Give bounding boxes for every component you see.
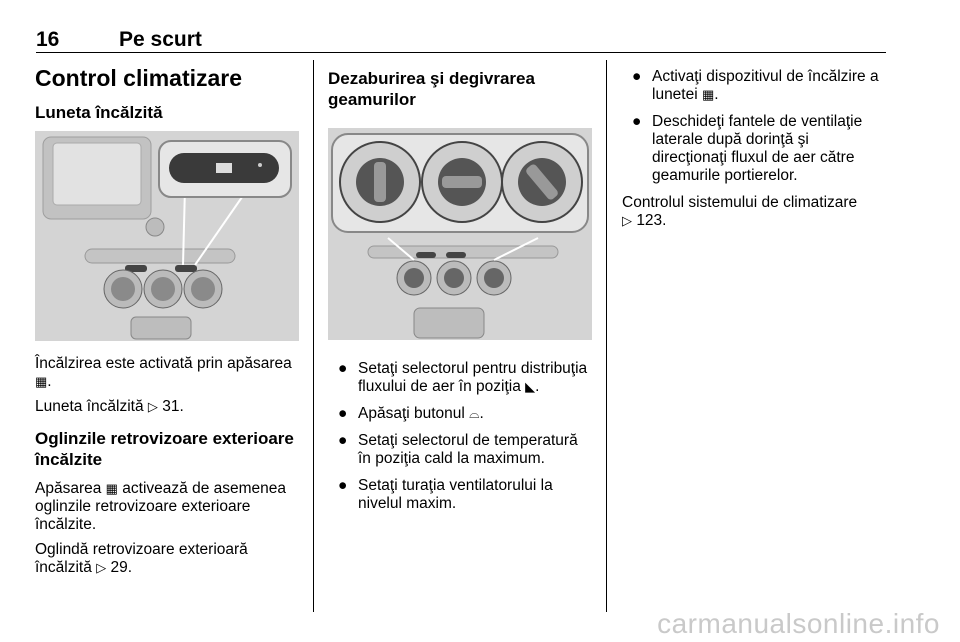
paragraph: Luneta încălzită ▷ 31. xyxy=(35,398,184,415)
column-right xyxy=(622,58,887,237)
paragraph: Apăsarea ▦ activează de asemenea oglinzile retrovizoare exterioare încălzite. xyxy=(35,480,286,533)
page-reference-arrow-icon: ▷ xyxy=(622,213,632,228)
column-divider xyxy=(606,60,607,612)
watermark: carmanualsonline.info xyxy=(657,608,940,639)
list-item: ● Apăsaţi butonul ⌓. xyxy=(338,405,484,422)
rear-window-heating-illustration xyxy=(35,131,299,341)
page-title: Control climatizare xyxy=(35,65,243,91)
list-item: ● Deschideţi fantele de ventilaţie laterale după dorinţă şi direcţionaţi fluxul de aer către geamurile portierelor. xyxy=(632,113,863,184)
list-item: ● Setaţi selectorul de temperatură în poziţia cald la maximum. xyxy=(338,432,578,467)
section-heading: Dezaburirea şi degivrarea geamurilor xyxy=(328,69,535,109)
paragraph: Controlul sistemului de climatizare ▷ 123. xyxy=(622,194,858,229)
list-item: ● Setaţi turaţia ventilatorului la nivelul maxim. xyxy=(338,477,553,512)
subtitle-heated-mirrors: Oglinzile retrovizoare exterioare încălzite xyxy=(35,429,294,469)
page-reference-arrow-icon: ▷ xyxy=(96,560,107,575)
paragraph: Oglindă retrovizoare exterioară încălzită ▷ 29. xyxy=(35,541,248,576)
bullet-list xyxy=(328,360,593,513)
rear-window-heating-icon: ▦ xyxy=(105,481,118,496)
bullet-list xyxy=(622,68,887,185)
page-header xyxy=(36,28,886,53)
page-reference-arrow-icon: ▷ xyxy=(147,399,158,414)
page-number: 16 xyxy=(36,28,60,51)
list-item: ● Activaţi dispozitivul de încălzire a lunetei ▦. xyxy=(632,68,879,103)
section-title: Pe scurt xyxy=(119,28,202,51)
subtitle-rear-window: Luneta încălzită xyxy=(35,103,163,122)
rear-window-heating-icon: ▦ xyxy=(35,374,48,389)
climate-controls-illustration xyxy=(328,128,592,340)
paragraph: Încălzirea este activată prin apăsarea ▦. xyxy=(35,355,292,390)
column-left xyxy=(35,58,303,584)
air-distribution-windscreen-icon: ◣ xyxy=(525,379,536,394)
list-item: ● Setaţi selectorul pentru distribuţia fluxului de aer în poziţia ◣. xyxy=(338,360,588,395)
windscreen-defrost-icon: ⌓ xyxy=(469,406,480,421)
column-divider xyxy=(313,60,314,612)
column-middle xyxy=(328,58,593,522)
rear-window-heating-icon: ▦ xyxy=(702,87,715,102)
